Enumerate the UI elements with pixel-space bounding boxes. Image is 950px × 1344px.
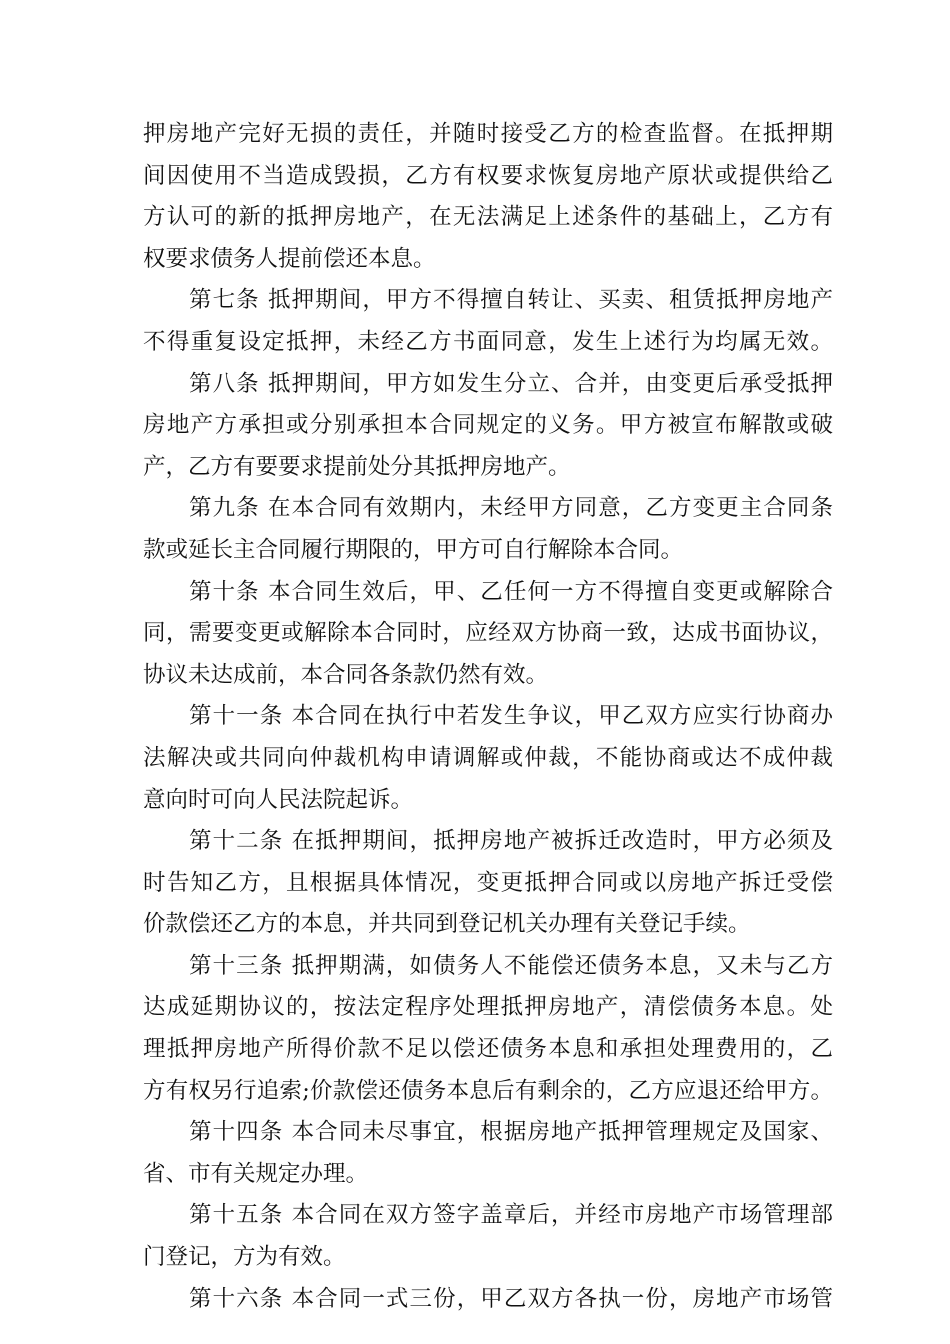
text-line: 房地产方承担或分别承担本合同规定的义务。甲方被宣布解散或破: [143, 412, 833, 439]
text-line: 方有权另行追索;价款偿还债务本息后有剩余的，乙方应退还给甲方。: [143, 1077, 833, 1104]
text-line: 不得重复设定抵押，未经乙方书面同意，发生上述行为均属无效。: [143, 328, 833, 355]
text-line: 法解决或共同向仲裁机构申请调解或仲裁，不能协商或达不成仲裁: [143, 744, 833, 771]
text-line: 协议未达成前，本合同各条款仍然有效。: [143, 661, 549, 688]
text-line: 押房地产完好无损的责任，并随时接受乙方的检查监督。在抵押期: [143, 121, 833, 147]
text-line: 第七条 抵押期间，甲方不得擅自转让、买卖、租赁抵押房地产: [189, 287, 833, 314]
text-line: 达成延期协议的，按法定程序处理抵押房地产，清偿债务本息。处: [143, 994, 833, 1021]
text-line: 第八条 抵押期间，甲方如发生分立、合并，由变更后承受抵押: [189, 370, 833, 397]
text-line: 第十六条 本合同一式三份，甲乙双方各执一份，房地产市场管: [189, 1285, 833, 1312]
text-line: 第十条 本合同生效后，甲、乙任何一方不得擅自变更或解除合: [189, 578, 833, 605]
text-line: 第十一条 本合同在执行中若发生争议，甲乙双方应实行协商办: [189, 703, 833, 730]
text-line: 省、市有关规定办理。: [143, 1160, 369, 1187]
text-line: 时告知乙方，且根据具体情况，变更抵押合同或以房地产拆迁受偿: [143, 869, 833, 896]
text-line: 价款偿还乙方的本息，并共同到登记机关办理有关登记手续。: [143, 911, 751, 938]
text-line: 第十四条 本合同未尽事宜，根据房地产抵押管理规定及国家、: [189, 1119, 833, 1146]
text-line: 方认可的新的抵押房地产，在无法满足上述条件的基础上，乙方有: [143, 204, 833, 231]
text-line: 第十五条 本合同在双方签字盖章后，并经市房地产市场管理部: [189, 1202, 833, 1229]
text-line: 第十三条 抵押期满，如债务人不能偿还债务本息，又未与乙方: [189, 952, 833, 979]
contract-body-text: [143, 114, 833, 1320]
text-line: 产，乙方有要要求提前处分其抵押房地产。: [143, 453, 571, 480]
text-line: 门登记，方为有效。: [143, 1244, 346, 1271]
text-line: 同，需要变更或解除本合同时，应经双方协商一致，达成书面协议，: [143, 620, 833, 647]
text-line: 权要求债务人提前偿还本息。: [143, 245, 436, 272]
text-line: 第九条 在本合同有效期内，未经甲方同意，乙方变更主合同条: [189, 495, 833, 522]
text-line: 意向时可向人民法院起诉。: [143, 786, 414, 813]
text-line: 间因使用不当造成毁损，乙方有权要求恢复房地产原状或提供给乙: [143, 162, 833, 189]
text-line: 第十二条 在抵押期间，抵押房地产被拆迁改造时，甲方必须及: [189, 828, 833, 855]
text-line: 款或延长主合同履行期限的，甲方可自行解除本合同。: [143, 536, 684, 563]
text-line: 理抵押房地产所得价款不足以偿还债务本息和承担处理费用的，乙: [143, 1036, 833, 1063]
